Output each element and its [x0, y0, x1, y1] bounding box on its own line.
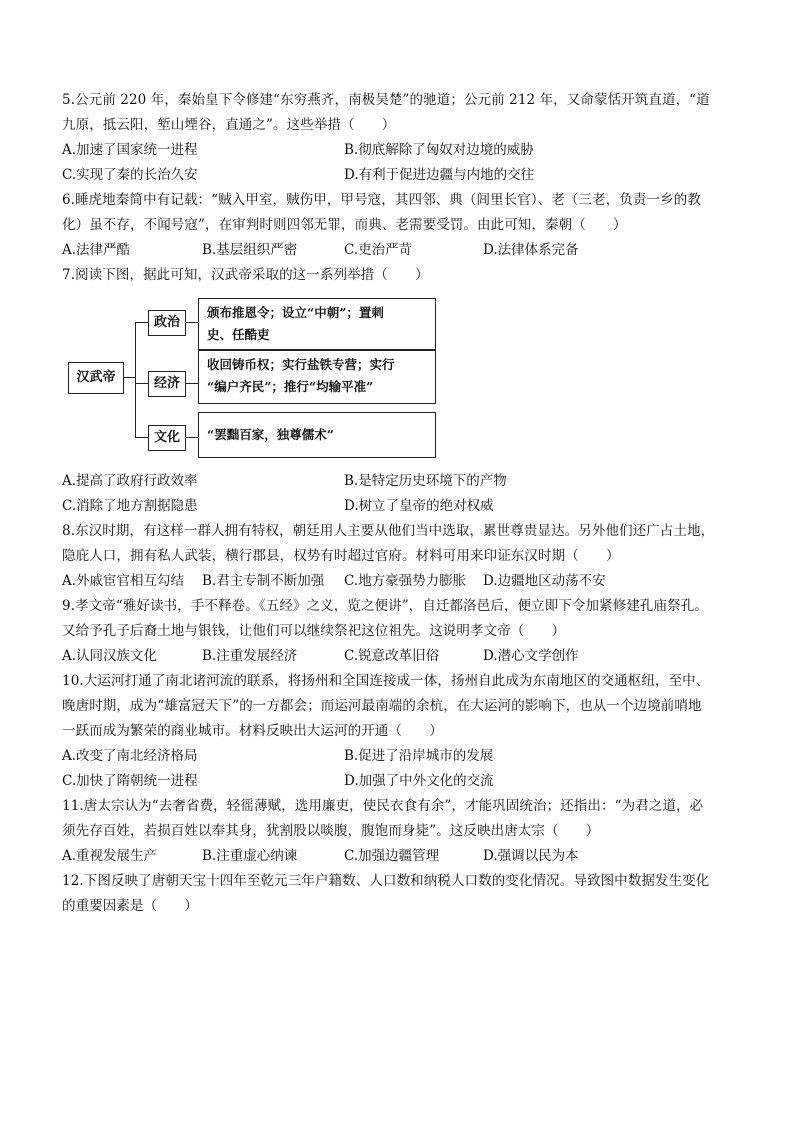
q7-option-d: D.树立了皇帝的绝对权威: [344, 498, 494, 514]
q5-option-b: B.彻底解除了匈奴对边境的威胁: [344, 142, 534, 158]
economy-detail-line1: 收回铸币权；实行盐铁专营；实行: [207, 357, 395, 372]
question-5-options-row1: [62, 138, 734, 163]
q8-option-b: B.君主专制不断加强: [202, 573, 325, 589]
question-8-options: [62, 569, 734, 594]
q9-option-c: C.锐意改革旧俗: [344, 648, 440, 664]
diagram-economy-detail: [198, 350, 436, 404]
q5-option-c: C.实现了秦的长治久安: [62, 167, 198, 183]
connector-culture: [135, 437, 148, 438]
culture-detail-line: “罢黜百家，独尊儒术”: [207, 427, 334, 442]
q8-option-a: A.外戚宦官相互勾结: [62, 573, 185, 589]
q9-option-b: B.注重发展经济: [202, 648, 298, 664]
question-10-stem-line2: 晚唐时期，成为“雄富冠天下”的一方都会；而运河最南端的余杭，在大运河的影响下，也从一个边境前哨地: [62, 698, 702, 714]
q11-option-c: C.加强边疆管理: [344, 848, 440, 864]
question-5-options-row2: [62, 163, 734, 188]
question-12-stem-line1: 12.下图反映了唐朝天宝十四年至乾元三年户籍数、人口数和纳税人口数的变化情况。导致图中数据发生变化: [62, 873, 710, 889]
q8-option-d: D.边疆地区动荡不安: [483, 573, 606, 589]
diagram-culture-box: 文化: [148, 425, 186, 451]
q6-option-d: D.法律体系完备: [483, 242, 579, 258]
question-9-stem-line2: 又给予孔子后裔土地与银钱，让他们可以继续祭祀这位祖先。这说明孝文帝（ ）: [62, 623, 566, 639]
question-5-stem-line2: 九原，抵云阳，堑山堙谷，直通之”。这些举措（ ）: [62, 117, 396, 133]
diagram-politics-detail: [198, 298, 436, 350]
q5-option-a: A.加速了国家统一进程: [62, 142, 198, 158]
politics-detail-line1: 颁布推恩令；设立“中朝”；置刺: [207, 305, 384, 320]
q7-option-a: A.提高了政府行政效率: [62, 473, 198, 489]
question-11-stem-line1: 11.唐太宗认为“去奢省费，轻徭薄赋，选用廉吏，使民衣食有余”，才能巩固统治；还指出：“为君之道，必: [62, 798, 704, 814]
q9-option-a: A.认同汉族文化: [62, 648, 158, 664]
q10-option-c: C.加快了隋朝统一进程: [62, 773, 198, 789]
q10-option-d: D.加强了中外文化的交流: [344, 773, 494, 789]
connector-economy-detail: [185, 383, 198, 384]
q10-option-a: A.改变了南北经济格局: [62, 748, 198, 764]
question-11-stem-line2: 须先存百姓，若损百姓以奉其身，犹割股以啖腹，腹饱而身毙”。这反映出唐太宗（ ）: [62, 823, 600, 839]
question-5-stem-line1: 5.公元前 220 年，秦始皇下令修建“东穷燕齐，南极吴楚”的驰道；公元前 212 年，又命蒙恬开筑直道，“道: [62, 92, 710, 108]
diagram-economy-box: 经济: [148, 371, 186, 397]
question-10-stem-line1: 10.大运河打通了南北诸河流的联系，将扬州和全国连接成一体，扬州自此成为东南地区的交通枢纽，至中、: [62, 673, 710, 689]
question-8-stem-line2: 隐庇人口，拥有私人武装，横行郡县，权势有时超过官府。材料可用来印证东汉时期（ ）: [62, 548, 620, 564]
question-7-options-row1: [62, 469, 734, 494]
question-10-options-row2: [62, 769, 734, 794]
question-10-options-row1: [62, 744, 734, 769]
connector-culture-detail: [185, 437, 198, 438]
q10-option-b: B.促进了沿岸城市的发展: [344, 748, 494, 764]
q11-option-d: D.强调以民为本: [483, 848, 579, 864]
q6-option-a: A.法律严酷: [62, 242, 131, 258]
exam-page: [62, 88, 734, 919]
han-wudi-measures-diagram: [62, 290, 734, 465]
connector-trunk: [135, 322, 136, 437]
economy-detail-line2: “编户齐民”；推行“均输平准”: [207, 379, 374, 394]
q8-option-c: C.地方豪强势力膨胀: [344, 573, 467, 589]
q5-option-d: D.有利于促进边疆与内地的交往: [344, 167, 535, 183]
question-10-stem-line3: 一跃而成为繁荣的商业城市。材料反映出大运河的开通（ ）: [62, 723, 443, 739]
q11-option-b: B.注重虚心纳谏: [202, 848, 298, 864]
connector-politics-detail: [185, 322, 198, 323]
politics-detail-line2: 史、任酷吏: [207, 327, 270, 342]
q6-option-c: C.吏治严苛: [344, 242, 413, 258]
q11-option-a: A.重视发展生产: [62, 848, 158, 864]
connector-politics: [135, 322, 148, 323]
connector-economy: [135, 383, 148, 384]
diagram-culture-detail: [198, 412, 436, 458]
question-8-stem-line1: 8.东汉时期，有这样一群人拥有特权，朝廷用人主要从他们当中选取，累世尊贵显达。另外他们还广占土地，: [62, 523, 715, 539]
diagram-root-box: 汉武帝: [68, 362, 124, 394]
question-6-stem-line1: 6.睡虎地秦简中有记载：“贼入甲室，贼伤甲，甲号寇，其四邻、典（闾里长官）、老（三老，负责一乡的教: [62, 192, 701, 208]
q7-option-c: C.消除了地方割据隐患: [62, 498, 198, 514]
diagram-politics-box: 政治: [148, 310, 186, 336]
question-7-stem-line1: 7.阅读下图，据此可知，汉武帝采取的这一系列举措（ ）: [62, 267, 429, 283]
question-11-options: [62, 844, 734, 869]
q6-option-b: B.基层组织严密: [202, 242, 298, 258]
q9-option-d: D.潜心文学创作: [483, 648, 579, 664]
question-12-stem-line2: 的重要因素是（ ）: [62, 898, 198, 914]
question-6-options: [62, 238, 734, 263]
question-9-options: [62, 644, 734, 669]
q7-option-b: B.是特定历史环境下的产物: [344, 473, 507, 489]
question-6-stem-line2: 化）虽不存，不闻号寇”，在审判时则四邻无罪，而典、老需要受罚。由此可知，秦朝（ ）: [62, 217, 627, 233]
connector-root: [123, 377, 135, 378]
question-7-options-row2: [62, 494, 734, 519]
question-9-stem-line1: 9.孝文帝“雅好读书，手不释卷。《五经》之义，览之便讲”，自迁都洛邑后，便立即下令加紧修建孔庙祭孔。: [62, 598, 708, 614]
